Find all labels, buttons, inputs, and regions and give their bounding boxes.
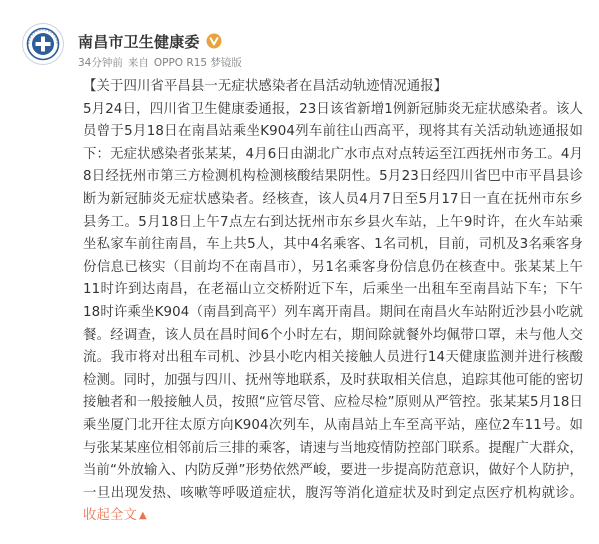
- post-title: 【关于四川省平昌县一无症状感染者在昌活动轨迹情况通报】: [83, 79, 448, 94]
- collapse-label: 收起全文: [83, 508, 137, 524]
- source-device[interactable]: OPPO R15 梦镜版: [153, 57, 242, 69]
- post-time[interactable]: 34分钟前: [78, 57, 123, 69]
- verified-badge-icon[interactable]: [206, 33, 222, 49]
- source-prefix: 来自: [127, 57, 149, 69]
- author-avatar[interactable]: [22, 23, 64, 65]
- author-name[interactable]: 南昌市卫生健康委: [78, 32, 200, 51]
- post-content: [83, 76, 583, 528]
- emblem-icon: [23, 24, 63, 64]
- post-body: 5月24日，四川省卫生健康委通报，23日该省新增1例新冠肺炎无症状感染者。该人员曾于5月18日在南昌站乘坐K904列车前往山西高平，现将其有关活动轨迹通报如下：无症状感染者张某某，4月6日由湖北广水市点对点转运至江西抚州市务工。4月8日经抚州市第三方检测机构检测核酸结果阴性。5月23日经四川省巴中市平昌县诊断为新冠肺炎无症状感染者。经核查，该人员4月7日至5月17日一直在抚州市东乡县务工。5月18日上午7点左右到达抚州市东乡县火车站，上午9时许，在火车站乘坐私家车前往南昌，车上共5人，其中4名乘客、1名司机，目前，司机及3名乘客身份信息已核实（目前均不在南昌市），另1名乘客身份信息仍在核查中。张某某上午11时许到达南昌，在老福山立交桥附近下车，后乘坐一出租车至南昌站下车；下午18时许乘坐K904（南昌到高平）列车离开南昌。期间在南昌火车站附近沙县小吃就餐。经调查，该人员在昌时间6个小时左右，期间除就餐外均佩带口罩，未与他人交流。我市将对出租车司机、沙县小吃内相关接触人员进行14天健康监测并进行核酸检测。同时，加强与四川、抚州等地联系，及时获取相关信息，追踪其他可能的密切接触者和一般接触人员，按照“应管尽管、应检尽检”原则从严管控。张某某5月18日乘坐厦门北开往太原方向K904次列车，从南昌站上车至高平站，座位2车11号。如与张某某座位相邻前后三排的乘客，请速与当地疫情防控部门联系。提醒广大群众，当前“外放输入、内防反弹”形势依然严峻，要进一步提高防范意识，做好个人防护，一旦出现发热、咳嗽等呼吸道症状，腹泻等消化道症状及时到定点医疗机构就诊。: [83, 101, 583, 501]
- collapse-full-text-link[interactable]: [83, 508, 147, 523]
- post-meta: [78, 55, 242, 70]
- chevron-up-icon: ▲: [138, 510, 147, 522]
- author-row: [78, 30, 222, 52]
